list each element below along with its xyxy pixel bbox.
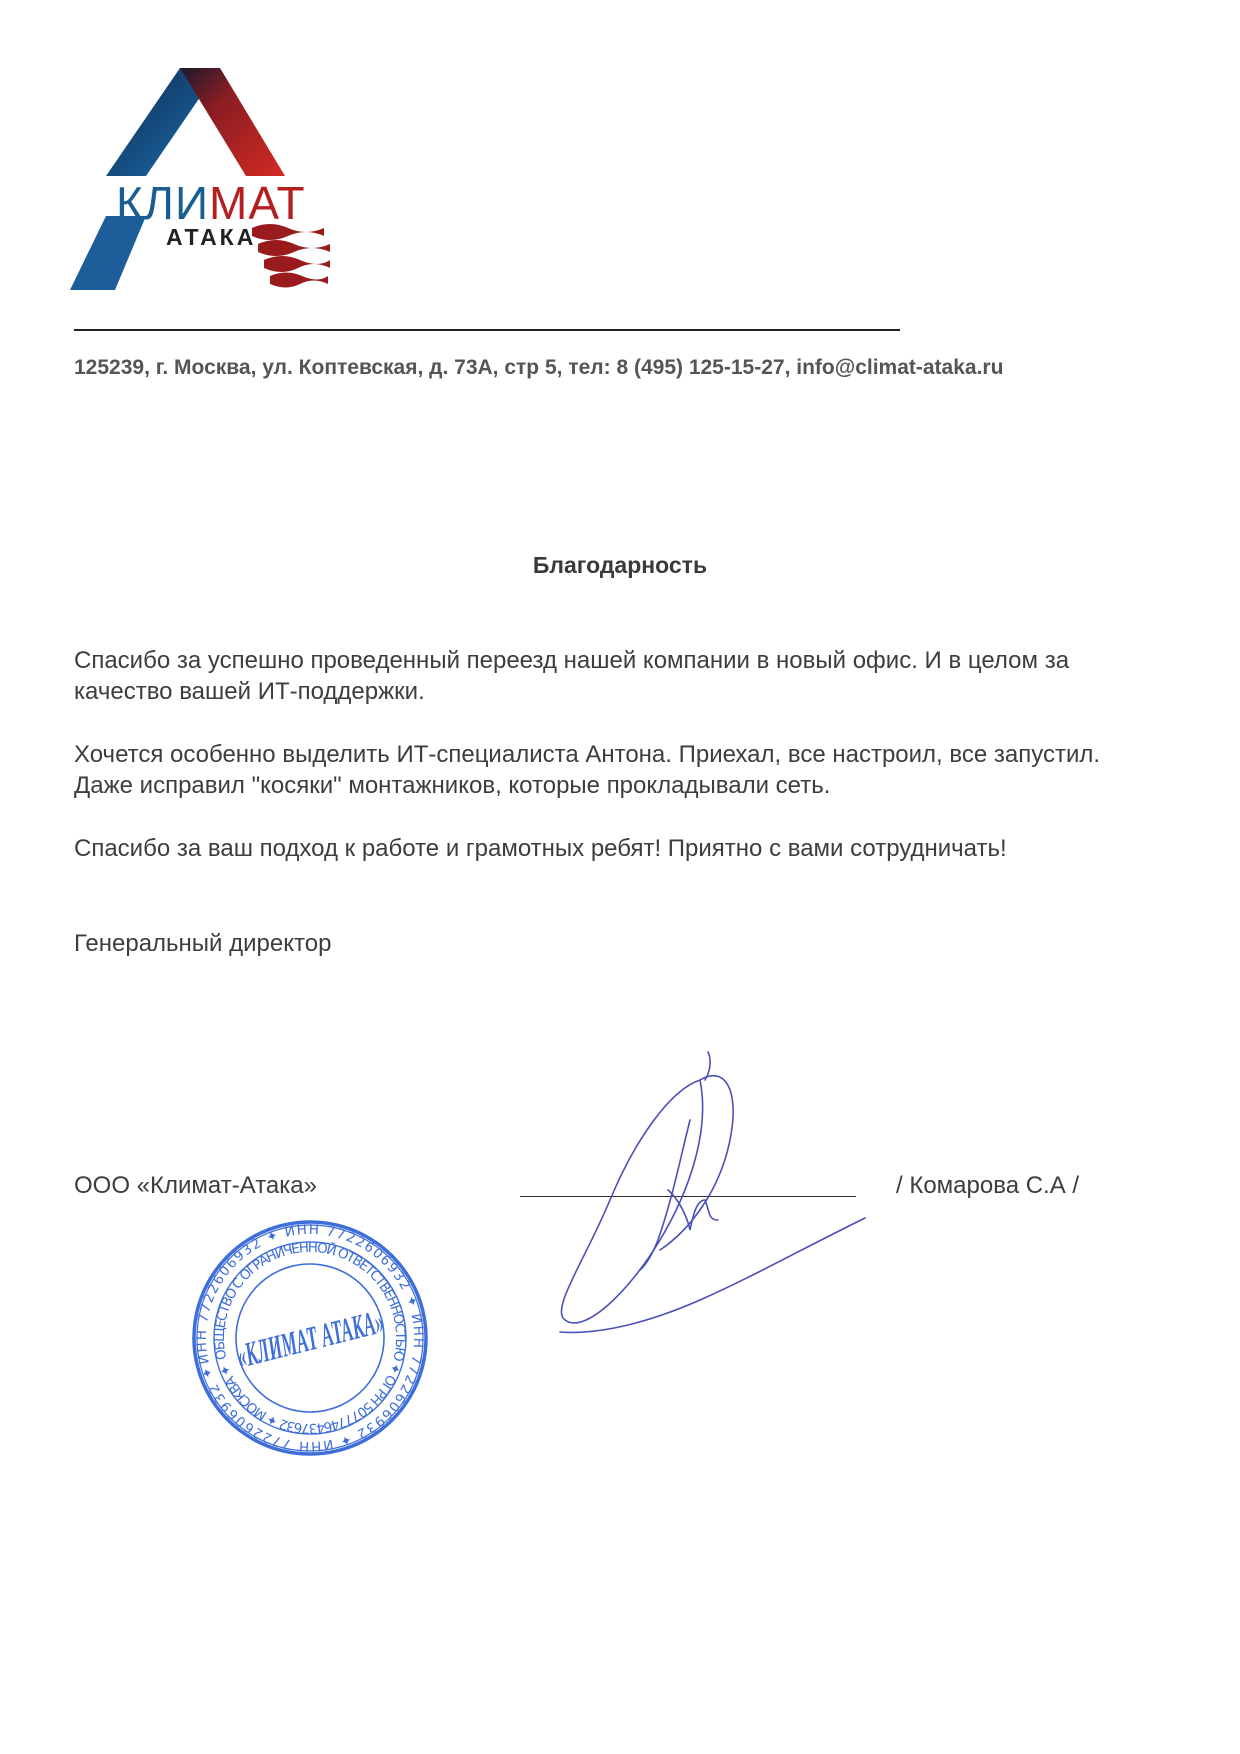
company-name: ООО «Климат-Атака»	[74, 1172, 317, 1199]
paragraph-line: Хочется особенно выделить ИТ-специалиста Антона. Приехал, все настроил, все запустил.	[74, 741, 1101, 768]
paragraph-line: Спасибо за ваш подход к работе и грамотных ребят! Приятно с вами сотрудничать!	[74, 835, 1007, 862]
stamp-outer-ring-text: ИНН 7722606932 ✦ ИНН 7722606932 ✦ ИНН 7722606932 ✦ ИНН 7722606932 ✦	[193, 1221, 427, 1455]
signatory-name: / Комарова С.А /	[896, 1172, 1080, 1199]
logo-text-kli: КЛИ	[116, 177, 210, 229]
company-logo	[70, 58, 340, 298]
paragraph-line: Даже исправил "косяки" монтажников, которые прокладывали сеть.	[74, 772, 831, 799]
letter-paragraph-3	[74, 833, 1007, 864]
paragraph-line: качество вашей ИТ-поддержки.	[74, 678, 425, 705]
letter-title: Благодарность	[532, 552, 708, 578]
stamp-inner-ring-text: ОБЩЕСТВО С ОГРАНИЧЕННОЙ ОТВЕТСТВЕННОСТЬЮ ✦ ОГРН 5077746437632 ✦ МОСКВА ✦	[211, 1239, 409, 1437]
company-address: 125239, г. Москва, ул. Коптевская, д. 73А, стр 5, тел: 8 (495) 125-15-27, info@climat-ataka.ru	[74, 356, 1004, 379]
letter-paragraph-1	[74, 645, 1069, 707]
company-stamp	[190, 1218, 430, 1458]
handwritten-signature	[540, 1050, 870, 1340]
logo-text-mat: МАТ	[209, 177, 306, 229]
header-divider	[74, 329, 900, 331]
letter-paragraph-2	[74, 739, 1100, 801]
logo-text-klimat	[116, 176, 306, 230]
stamp-center-text: «КЛИМАТ АТАКА»	[233, 1268, 430, 1376]
logo-text-ataka: АТАКА	[166, 224, 257, 250]
paragraph-line: Спасибо за успешно проведенный переезд нашей компании в новый офис. И в целом за	[74, 647, 1070, 674]
signer-position: Генеральный директор	[74, 930, 332, 957]
